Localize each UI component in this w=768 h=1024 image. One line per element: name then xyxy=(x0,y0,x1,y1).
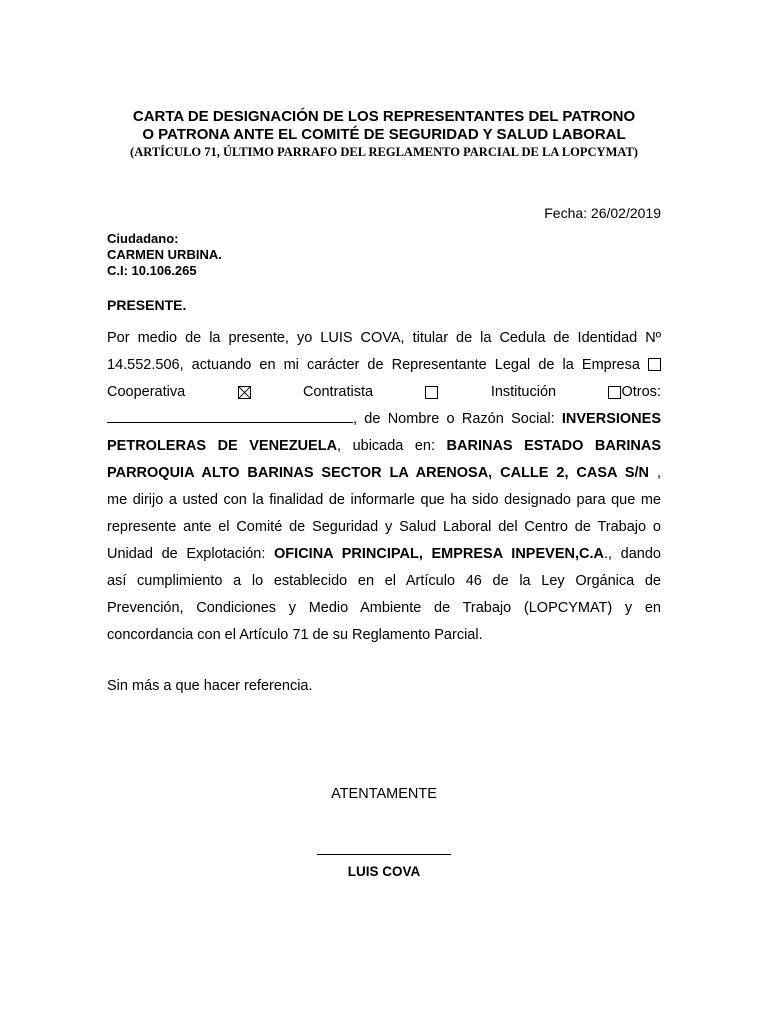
body-text: ., dando xyxy=(603,546,661,562)
body-line-7 xyxy=(107,487,661,514)
address-part: BARINAS ESTADO BARINAS xyxy=(446,438,661,454)
body-line-6 xyxy=(107,460,661,487)
body-line-10 xyxy=(107,568,661,595)
empresa-checkbox[interactable] xyxy=(648,358,661,371)
body-text: 14.552.506, actuando en mi carácter de Representante Legal de la Empresa xyxy=(107,357,640,373)
body-text: Unidad de Explotación: xyxy=(107,546,266,562)
signature-name: LUIS COVA xyxy=(347,864,421,879)
title-line-1: CARTA DE DESIGNACIÓN DE LOS REPRESENTANTES DEL PATRONO xyxy=(132,108,636,125)
body-text: Por medio de la presente, yo LUIS COVA, titular de la Cedula de Identidad Nº xyxy=(107,330,661,346)
option-institucion xyxy=(491,379,556,406)
letter-body xyxy=(107,325,661,649)
body-line-11 xyxy=(107,595,661,622)
body-line-4 xyxy=(107,406,661,433)
body-text: me dirijo a usted con la finalidad de informarle que ha sido designado para que me xyxy=(107,492,661,508)
subtitle: (ARTÍCULO 71, ÚLTIMO PARRAFO DEL REGLAMENTO PARCIAL DE LA LOPCYMAT) xyxy=(130,145,638,159)
date: Fecha: 26/02/2019 xyxy=(544,205,661,221)
cooperativa-checkbox[interactable] xyxy=(238,386,251,399)
company-name-part: INVERSIONES xyxy=(561,411,661,427)
body-text: , ubicada en: xyxy=(337,438,436,454)
recipient-salutation: Ciudadano: xyxy=(107,231,179,246)
otros-checkbox[interactable] xyxy=(608,386,621,399)
body-line-5 xyxy=(107,433,661,460)
option-label: Contratista xyxy=(302,384,374,400)
body-line-9 xyxy=(107,541,661,568)
option-label: Otros: xyxy=(621,384,661,400)
body-text: concordancia con el Artículo 71 de su Reglamento Parcial. xyxy=(107,627,483,643)
recipient-name: CARMEN URBINA. xyxy=(107,247,222,262)
title-line-2: O PATRONA ANTE EL COMITÉ DE SEGURIDAD Y SALUD LABORAL xyxy=(142,126,626,143)
recipient-block xyxy=(107,231,222,279)
body-text: así cumplimiento a lo establecido en el Artículo 46 de la Ley Orgánica de xyxy=(107,573,661,589)
option-contratista xyxy=(303,379,373,406)
workplace-name: OFICINA PRINCIPAL, EMPRESA INPEVEN,C.A xyxy=(274,546,604,562)
option-cooperativa xyxy=(107,379,185,406)
body-line-1 xyxy=(107,325,661,352)
option-label: Institución xyxy=(490,384,557,400)
body-text: Prevención, Condiciones y Medio Ambiente de Trabajo (LOPCYMAT) y en xyxy=(107,600,661,616)
body-text: represente ante el Comité de Seguridad y Salud Laboral del Centro de Trabajo o xyxy=(107,519,661,535)
body-line-2 xyxy=(107,352,661,379)
recipient-id: C.I: 10.106.265 xyxy=(107,263,197,278)
body-line-12 xyxy=(107,622,661,649)
signature-line xyxy=(317,854,451,855)
atentamente: ATENTAMENTE xyxy=(331,786,437,802)
otros-blank-line[interactable] xyxy=(107,408,353,423)
presente-label: PRESENTE. xyxy=(107,297,187,313)
closing-line: Sin más a que hacer referencia. xyxy=(107,678,313,694)
body-text: , de Nombre o Razón Social: xyxy=(353,411,555,427)
address-part: PARROQUIA ALTO BARINAS SECTOR LA ARENOSA, CALLE 2, CASA S/N xyxy=(107,465,650,481)
contratista-checkbox[interactable] xyxy=(425,386,438,399)
body-text: , xyxy=(649,465,661,481)
body-line-8 xyxy=(107,514,661,541)
option-otros xyxy=(608,379,660,406)
type-options-row xyxy=(107,379,661,406)
company-name-part: PETROLERAS DE VENEZUELA xyxy=(107,438,338,454)
option-label: Cooperativa xyxy=(107,384,186,400)
